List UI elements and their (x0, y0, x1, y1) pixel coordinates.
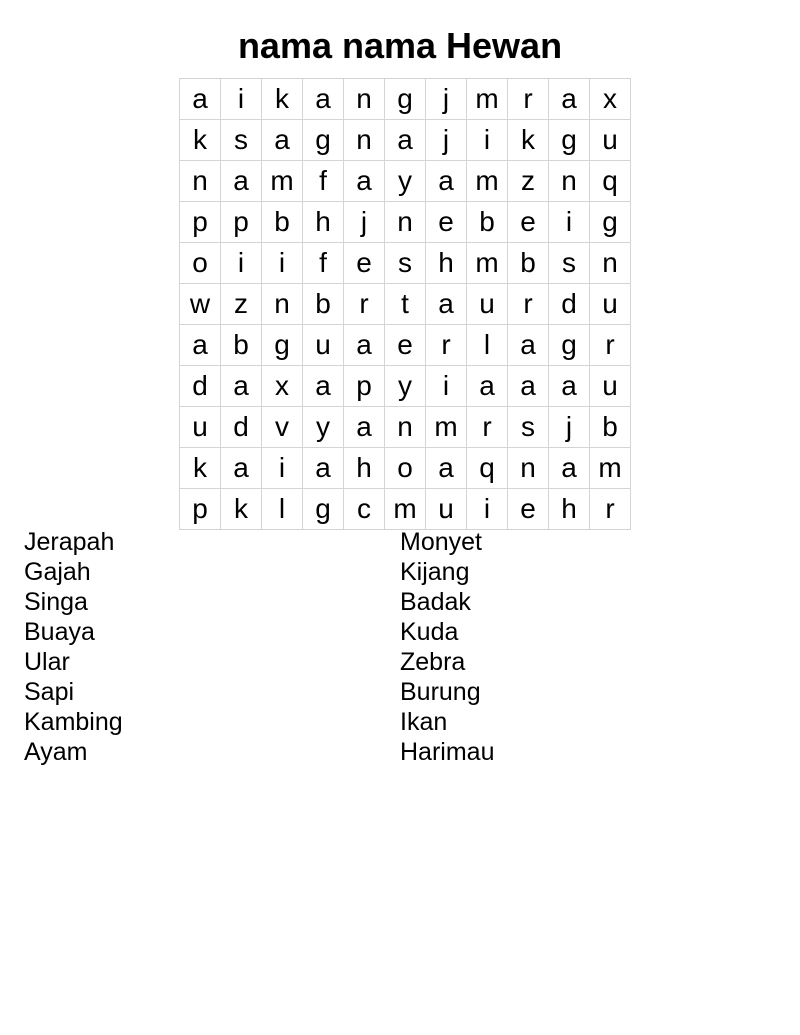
grid-cell: a (221, 448, 262, 489)
grid-cell: r (508, 284, 549, 325)
grid-cell: g (303, 489, 344, 530)
grid-cell: v (262, 407, 303, 448)
grid-cell: u (426, 489, 467, 530)
grid-cell: n (262, 284, 303, 325)
grid-cell: a (262, 120, 303, 161)
grid-cell: u (590, 366, 631, 407)
grid-cell: g (262, 325, 303, 366)
grid-cell: a (549, 448, 590, 489)
grid-cell: h (303, 202, 344, 243)
grid-cell: d (180, 366, 221, 407)
word-list-item: Sapi (24, 678, 75, 706)
grid-cell: c (344, 489, 385, 530)
grid-cell: f (303, 243, 344, 284)
grid-cell: m (385, 489, 426, 530)
grid-cell: a (508, 366, 549, 407)
word-list-left (24, 527, 123, 767)
grid-cell: g (549, 325, 590, 366)
grid-cell: s (385, 243, 426, 284)
grid-cell: j (549, 407, 590, 448)
grid-cell: r (590, 325, 631, 366)
grid-cell: l (262, 489, 303, 530)
grid-cell: k (262, 79, 303, 120)
word-list-item: Ikan (400, 708, 448, 736)
grid-cell: g (590, 202, 631, 243)
grid-cell: p (180, 202, 221, 243)
grid-cell: a (508, 325, 549, 366)
grid-cell: k (508, 120, 549, 161)
grid-cell: g (303, 120, 344, 161)
grid-cell: a (344, 325, 385, 366)
word-search-grid (179, 78, 631, 530)
grid-cell: n (344, 120, 385, 161)
grid-cell: i (262, 243, 303, 284)
word-list-item: Kambing (24, 708, 123, 736)
grid-cell: a (344, 161, 385, 202)
word-list-item: Monyet (400, 528, 482, 556)
word-list-item: Kijang (400, 558, 470, 586)
grid-cell: n (344, 79, 385, 120)
grid-cell: w (180, 284, 221, 325)
grid-cell: j (344, 202, 385, 243)
grid-cell: n (508, 448, 549, 489)
grid-row (180, 489, 631, 530)
grid-cell: b (221, 325, 262, 366)
grid-cell: u (590, 284, 631, 325)
grid-row (180, 325, 631, 366)
grid-cell: x (262, 366, 303, 407)
grid-cell: r (467, 407, 508, 448)
grid-cell: z (221, 284, 262, 325)
grid-cell: m (426, 407, 467, 448)
grid-row (180, 407, 631, 448)
grid-cell: s (549, 243, 590, 284)
word-list-item: Buaya (24, 618, 95, 646)
grid-cell: s (221, 120, 262, 161)
grid-cell: s (508, 407, 549, 448)
grid-cell: n (549, 161, 590, 202)
page-title: nama nama Hewan (237, 25, 563, 66)
grid-cell: g (549, 120, 590, 161)
grid-cell: m (467, 161, 508, 202)
grid-cell: x (590, 79, 631, 120)
word-list-item: Ayam (24, 738, 88, 766)
grid-cell: t (385, 284, 426, 325)
grid-cell: i (221, 243, 262, 284)
grid-cell: l (467, 325, 508, 366)
grid-cell: a (221, 161, 262, 202)
grid-row (180, 448, 631, 489)
grid-cell: e (508, 202, 549, 243)
grid-cell: i (426, 366, 467, 407)
grid-row (180, 284, 631, 325)
grid-cell: a (426, 448, 467, 489)
grid-cell: a (180, 79, 221, 120)
grid-cell: m (467, 79, 508, 120)
grid-cell: b (590, 407, 631, 448)
grid-row (180, 79, 631, 120)
word-list-item: Gajah (24, 558, 91, 586)
grid-cell: h (549, 489, 590, 530)
grid-cell: f (303, 161, 344, 202)
grid-cell: b (303, 284, 344, 325)
grid-cell: r (426, 325, 467, 366)
word-list-item: Kuda (400, 618, 459, 646)
word-list-item: Harimau (400, 738, 495, 766)
word-list-item: Singa (24, 588, 88, 616)
grid-cell: k (221, 489, 262, 530)
word-list-item: Ular (24, 648, 70, 676)
word-list-item: Burung (400, 678, 481, 706)
grid-cell: p (180, 489, 221, 530)
grid-cell: o (180, 243, 221, 284)
word-list-item: Zebra (400, 648, 466, 676)
grid-cell: i (467, 120, 508, 161)
grid-cell: e (344, 243, 385, 284)
grid-cell: a (180, 325, 221, 366)
grid-cell: b (508, 243, 549, 284)
grid-cell: a (426, 161, 467, 202)
grid-cell: r (344, 284, 385, 325)
grid-cell: a (549, 366, 590, 407)
grid-cell: r (590, 489, 631, 530)
grid-cell: u (180, 407, 221, 448)
grid-cell: n (385, 407, 426, 448)
grid-cell: n (590, 243, 631, 284)
grid-cell: d (549, 284, 590, 325)
grid-cell: i (467, 489, 508, 530)
grid-cell: h (344, 448, 385, 489)
grid-cell: i (221, 79, 262, 120)
grid-cell: e (508, 489, 549, 530)
grid-cell: a (344, 407, 385, 448)
grid-cell: m (590, 448, 631, 489)
grid-cell: b (467, 202, 508, 243)
grid-cell: p (221, 202, 262, 243)
grid-row (180, 202, 631, 243)
grid-cell: a (385, 120, 426, 161)
grid-cell: y (385, 161, 426, 202)
word-list-item: Jerapah (24, 528, 115, 556)
grid-cell: a (303, 79, 344, 120)
grid-cell: a (221, 366, 262, 407)
grid-cell: a (303, 366, 344, 407)
word-list-item: Badak (400, 588, 471, 616)
grid-cell: p (344, 366, 385, 407)
grid-cell: u (303, 325, 344, 366)
grid-cell: j (426, 79, 467, 120)
grid-cell: b (262, 202, 303, 243)
grid-cell: a (549, 79, 590, 120)
grid-cell: m (262, 161, 303, 202)
grid-cell: r (508, 79, 549, 120)
grid-cell: i (262, 448, 303, 489)
grid-cell: n (180, 161, 221, 202)
grid-row (180, 161, 631, 202)
grid-cell: d (221, 407, 262, 448)
grid-cell: h (426, 243, 467, 284)
grid-cell: a (467, 366, 508, 407)
grid-cell: e (426, 202, 467, 243)
grid-cell: z (508, 161, 549, 202)
grid-cell: k (180, 120, 221, 161)
grid-cell: j (426, 120, 467, 161)
grid-cell: q (467, 448, 508, 489)
grid-cell: u (590, 120, 631, 161)
grid-cell: a (303, 448, 344, 489)
grid-row (180, 243, 631, 284)
grid-cell: y (303, 407, 344, 448)
grid-cell: a (426, 284, 467, 325)
grid-cell: y (385, 366, 426, 407)
grid-cell: q (590, 161, 631, 202)
grid-cell: m (467, 243, 508, 284)
grid-row (180, 120, 631, 161)
grid-cell: n (385, 202, 426, 243)
grid-row (180, 366, 631, 407)
grid-cell: u (467, 284, 508, 325)
grid-cell: o (385, 448, 426, 489)
grid-cell: g (385, 79, 426, 120)
grid-cell: i (549, 202, 590, 243)
word-list-right (400, 527, 494, 767)
grid-cell: e (385, 325, 426, 366)
grid-cell: k (180, 448, 221, 489)
